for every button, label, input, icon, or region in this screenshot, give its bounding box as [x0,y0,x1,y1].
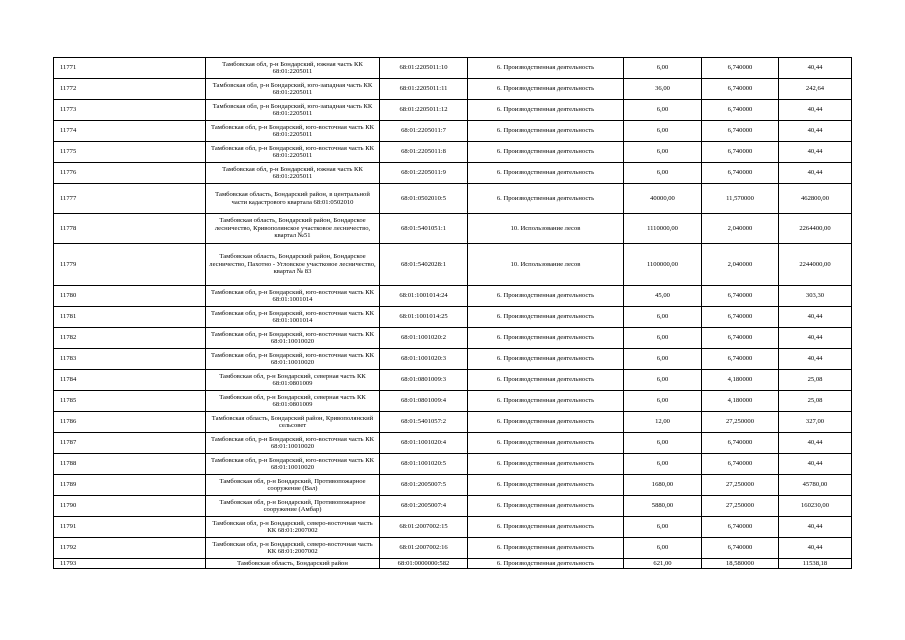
row-number-cell: 11771 [54,58,206,79]
cadastral-number-cell: 68:01:2005007:4 [380,496,468,517]
amount-cell: 40,44 [779,58,852,79]
rate-cell: 4,180000 [702,370,779,391]
amount-cell: 40,44 [779,121,852,142]
row-number-cell: 11776 [54,163,206,184]
usage-category-cell: 6. Производственная деятельность [468,286,624,307]
usage-category-cell: 6. Производственная деятельность [468,454,624,475]
address-cell: Тамбовская обл, р-н Бондарский, юго-восточная часть КК 68:01:1001014 [206,286,380,307]
cadastral-number-cell: 68:01:5401057:2 [380,412,468,433]
cadastral-number-cell: 68:01:5402028:1 [380,244,468,286]
area-cell: 6,00 [624,370,702,391]
rate-cell: 6,740000 [702,121,779,142]
table-row [54,121,852,142]
rate-cell: 6,740000 [702,349,779,370]
usage-category-cell: 10. Использование лесов [468,244,624,286]
rate-cell: 6,740000 [702,100,779,121]
land-registry-table [53,57,852,569]
rate-cell: 6,740000 [702,142,779,163]
usage-category-cell: 6. Производственная деятельность [468,328,624,349]
row-number-cell: 11784 [54,370,206,391]
table-row [54,58,852,79]
table-row [54,286,852,307]
rate-cell: 2,040000 [702,244,779,286]
table-row [54,163,852,184]
usage-category-cell: 6. Производственная деятельность [468,475,624,496]
area-cell: 1680,00 [624,475,702,496]
cadastral-number-cell: 68:01:1001014:25 [380,307,468,328]
row-number-cell: 11792 [54,538,206,559]
address-cell: Тамбовская область, Бондарский район, Бондарское лесничество, Кривополянское участковое лесничество, квартал №51 [206,214,380,244]
usage-category-cell: 6. Производственная деятельность [468,517,624,538]
row-number-cell: 11783 [54,349,206,370]
cadastral-number-cell: 68:01:0801009:3 [380,370,468,391]
area-cell: 6,00 [624,538,702,559]
address-cell: Тамбовская обл, р-н Бондарский, юго-восточная часть КК 68:01:10010020 [206,454,380,475]
usage-category-cell: 6. Производственная деятельность [468,79,624,100]
cadastral-number-cell: 68:01:0502010:5 [380,184,468,214]
row-number-cell: 11777 [54,184,206,214]
amount-cell: 40,44 [779,517,852,538]
rate-cell: 18,580000 [702,559,779,569]
rate-cell: 6,740000 [702,433,779,454]
amount-cell: 40,44 [779,349,852,370]
row-number-cell: 11786 [54,412,206,433]
amount-cell: 40,44 [779,100,852,121]
cadastral-number-cell: 68:01:2005007:5 [380,475,468,496]
row-number-cell: 11785 [54,391,206,412]
amount-cell: 40,44 [779,142,852,163]
amount-cell: 45780,00 [779,475,852,496]
cadastral-number-cell: 68:01:1001020:3 [380,349,468,370]
area-cell: 6,00 [624,454,702,475]
table-row [54,307,852,328]
cadastral-number-cell: 68:01:1001020:5 [380,454,468,475]
amount-cell: 327,00 [779,412,852,433]
address-cell: Тамбовская обл, р-н Бондарский, Противопожарное сооружение (Вал) [206,475,380,496]
row-number-cell: 11789 [54,475,206,496]
rate-cell: 6,740000 [702,286,779,307]
address-cell: Тамбовская обл, р-н Бондарский, юго-западная часть КК 68:01:2205011 [206,100,380,121]
rate-cell: 27,250000 [702,475,779,496]
usage-category-cell: 6. Производственная деятельность [468,121,624,142]
amount-cell: 303,30 [779,286,852,307]
address-cell: Тамбовская обл, р-н Бондарский, юго-восточная часть КК 68:01:2205011 [206,142,380,163]
usage-category-cell: 6. Производственная деятельность [468,142,624,163]
amount-cell: 40,44 [779,433,852,454]
row-number-cell: 11775 [54,142,206,163]
address-cell: Тамбовская обл, р-н Бондарский, южная часть КК 68:01:2205011 [206,163,380,184]
rate-cell: 6,740000 [702,538,779,559]
table-row [54,391,852,412]
table-row [54,496,852,517]
usage-category-cell: 6. Производственная деятельность [468,370,624,391]
area-cell: 1110000,00 [624,214,702,244]
table-row [54,454,852,475]
cadastral-number-cell: 68:01:2007002:16 [380,538,468,559]
amount-cell: 462800,00 [779,184,852,214]
area-cell: 6,00 [624,391,702,412]
address-cell: Тамбовская область, Бондарский район, Кривополянский сельсовет [206,412,380,433]
cadastral-number-cell: 68:01:0801009:4 [380,391,468,412]
table-row [54,475,852,496]
row-number-cell: 11772 [54,79,206,100]
amount-cell: 40,44 [779,328,852,349]
row-number-cell: 11781 [54,307,206,328]
rate-cell: 4,180000 [702,391,779,412]
area-cell: 6,00 [624,517,702,538]
cadastral-number-cell: 68:01:2205011:9 [380,163,468,184]
table-row [54,328,852,349]
amount-cell: 40,44 [779,307,852,328]
rate-cell: 6,740000 [702,517,779,538]
rate-cell: 27,250000 [702,412,779,433]
table-row [54,559,852,569]
address-cell: Тамбовская область, Бондарский район, Бондарское лесничество, Пахотно - Угловское участковое лесничество, квартал № 83 [206,244,380,286]
row-number-cell: 11787 [54,433,206,454]
area-cell: 6,00 [624,121,702,142]
table-row [54,79,852,100]
address-cell: Тамбовская область, Бондарский район, в центральной части кадастрового квартала 68:01:0502010 [206,184,380,214]
address-cell: Тамбовская обл, р-н Бондарский, северо-восточная часть КК 68:01:2007002 [206,517,380,538]
usage-category-cell: 6. Производственная деятельность [468,559,624,569]
table-row [54,517,852,538]
amount-cell: 40,44 [779,163,852,184]
amount-cell: 2264400,00 [779,214,852,244]
table-row [54,370,852,391]
area-cell: 36,00 [624,79,702,100]
amount-cell: 160230,00 [779,496,852,517]
area-cell: 5880,00 [624,496,702,517]
table-row [54,214,852,244]
amount-cell: 25,08 [779,370,852,391]
row-number-cell: 11778 [54,214,206,244]
cadastral-number-cell: 68:01:2205011:8 [380,142,468,163]
usage-category-cell: 6. Производственная деятельность [468,349,624,370]
row-number-cell: 11790 [54,496,206,517]
rate-cell: 6,740000 [702,307,779,328]
cadastral-number-cell: 68:01:1001014:24 [380,286,468,307]
usage-category-cell: 6. Производственная деятельность [468,58,624,79]
table-row [54,184,852,214]
address-cell: Тамбовская обл, р-н Бондарский, северная часть КК 68:01:0801009 [206,370,380,391]
table-body [54,58,852,569]
row-number-cell: 11793 [54,559,206,569]
amount-cell: 40,44 [779,538,852,559]
usage-category-cell: 6. Производственная деятельность [468,412,624,433]
cadastral-number-cell: 68:01:2205011:7 [380,121,468,142]
table-row [54,244,852,286]
row-number-cell: 11788 [54,454,206,475]
usage-category-cell: 6. Производственная деятельность [468,163,624,184]
cadastral-number-cell: 68:01:0000000:582 [380,559,468,569]
rate-cell: 2,040000 [702,214,779,244]
area-cell: 1100000,00 [624,244,702,286]
amount-cell: 242,64 [779,79,852,100]
rate-cell: 6,740000 [702,163,779,184]
area-cell: 6,00 [624,433,702,454]
table-row [54,412,852,433]
rate-cell: 27,250000 [702,496,779,517]
address-cell: Тамбовская обл, р-н Бондарский, северо-восточная часть КК 68:01:2007002 [206,538,380,559]
usage-category-cell: 6. Производственная деятельность [468,184,624,214]
cadastral-number-cell: 68:01:2205011:11 [380,79,468,100]
usage-category-cell: 6. Производственная деятельность [468,391,624,412]
area-cell: 6,00 [624,58,702,79]
cadastral-number-cell: 68:01:1001020:2 [380,328,468,349]
row-number-cell: 11780 [54,286,206,307]
cadastral-number-cell: 68:01:2205011:12 [380,100,468,121]
area-cell: 6,00 [624,349,702,370]
area-cell: 621,00 [624,559,702,569]
table-row [54,100,852,121]
address-cell: Тамбовская обл, р-н Бондарский, южная часть КК 68:01:2205011 [206,58,380,79]
table-row [54,349,852,370]
address-cell: Тамбовская обл, р-н Бондарский, северная часть КК 68:01:0801009 [206,391,380,412]
cadastral-number-cell: 68:01:1001020:4 [380,433,468,454]
rate-cell: 6,740000 [702,79,779,100]
address-cell: Тамбовская обл, р-н Бондарский, юго-восточная часть КК 68:01:10010020 [206,349,380,370]
area-cell: 12,00 [624,412,702,433]
amount-cell: 11538,18 [779,559,852,569]
address-cell: Тамбовская обл, р-н Бондарский, юго-восточная часть КК 68:01:2205011 [206,121,380,142]
area-cell: 40000,00 [624,184,702,214]
amount-cell: 40,44 [779,454,852,475]
usage-category-cell: 6. Производственная деятельность [468,433,624,454]
row-number-cell: 11779 [54,244,206,286]
area-cell: 6,00 [624,163,702,184]
area-cell: 6,00 [624,142,702,163]
area-cell: 6,00 [624,328,702,349]
cadastral-number-cell: 68:01:2007002:15 [380,517,468,538]
cadastral-number-cell: 68:01:2205011:10 [380,58,468,79]
rate-cell: 6,740000 [702,58,779,79]
table-row [54,142,852,163]
address-cell: Тамбовская обл, р-н Бондарский, юго-восточная часть КК 68:01:10010020 [206,433,380,454]
amount-cell: 25,08 [779,391,852,412]
address-cell: Тамбовская область, Бондарский район [206,559,380,569]
row-number-cell: 11774 [54,121,206,142]
area-cell: 6,00 [624,307,702,328]
rate-cell: 6,740000 [702,454,779,475]
address-cell: Тамбовская обл, р-н Бондарский, юго-восточная часть КК 68:01:1001014 [206,307,380,328]
usage-category-cell: 6. Производственная деятельность [468,307,624,328]
rate-cell: 11,570000 [702,184,779,214]
usage-category-cell: 6. Производственная деятельность [468,100,624,121]
address-cell: Тамбовская обл, р-н Бондарский, юго-восточная часть КК 68:01:10010020 [206,328,380,349]
address-cell: Тамбовская обл, р-н Бондарский, юго-западная часть КК 68:01:2205011 [206,79,380,100]
row-number-cell: 11773 [54,100,206,121]
row-number-cell: 11782 [54,328,206,349]
area-cell: 45,00 [624,286,702,307]
amount-cell: 2244000,00 [779,244,852,286]
area-cell: 6,00 [624,100,702,121]
usage-category-cell: 6. Производственная деятельность [468,496,624,517]
row-number-cell: 11791 [54,517,206,538]
rate-cell: 6,740000 [702,328,779,349]
cadastral-number-cell: 68:01:5401051:1 [380,214,468,244]
table-row [54,538,852,559]
table-row [54,433,852,454]
usage-category-cell: 6. Производственная деятельность [468,538,624,559]
address-cell: Тамбовская обл, р-н Бондарский, Противопожарное сооружение (Амбар) [206,496,380,517]
usage-category-cell: 10. Использование лесов [468,214,624,244]
